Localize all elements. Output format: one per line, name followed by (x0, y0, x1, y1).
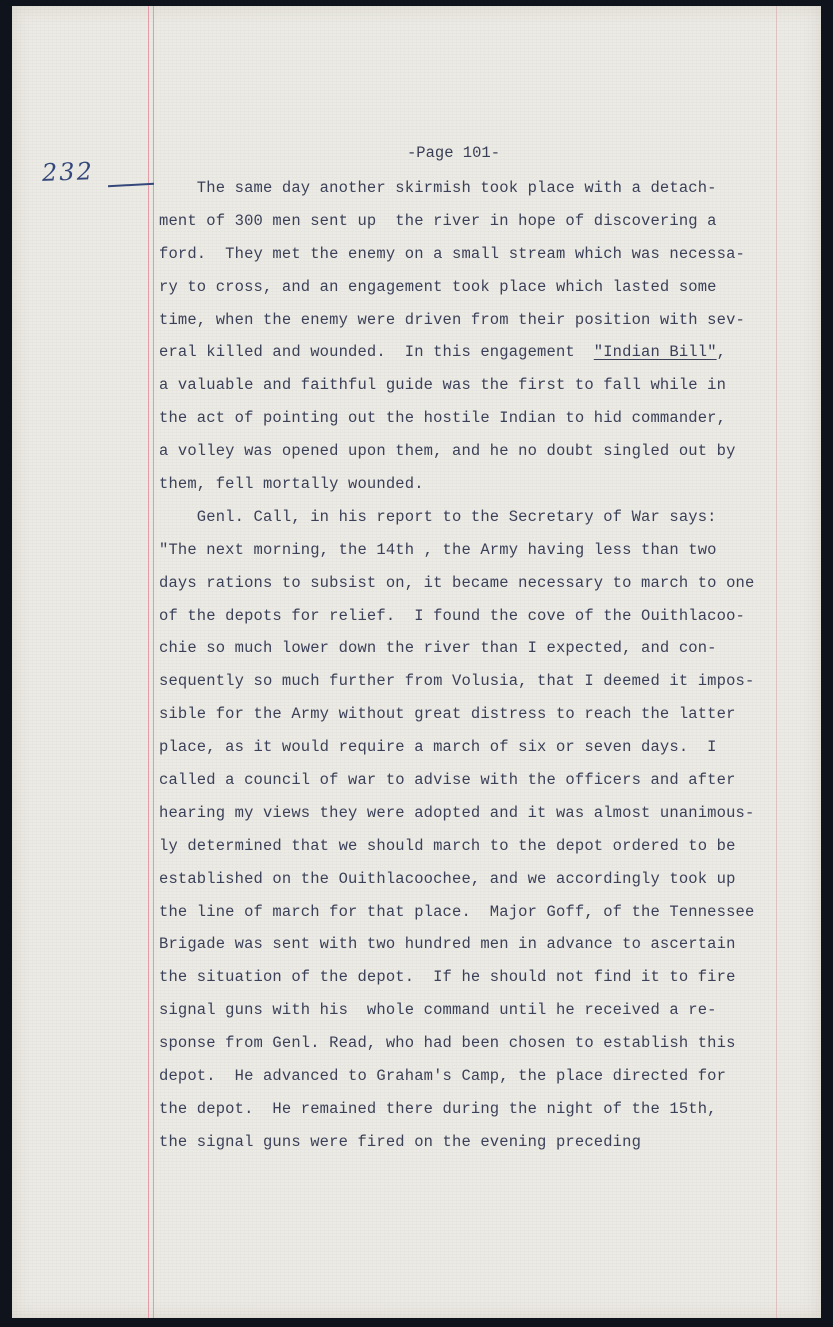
text-line: the line of march for that place. Major Goff, of the Tennessee (159, 902, 755, 921)
text-line: chie so much lower down the river than I expected, and con- (159, 639, 717, 658)
text-line: the signal guns were fired on the evening preceding (159, 1132, 642, 1151)
handwritten-folio-number: 232 (41, 157, 95, 187)
text-line: sible for the Army without great distress to reach the latter (159, 705, 736, 724)
typewritten-page (12, 6, 821, 1318)
text-line: the act of pointing out the hostile Indian to hid commander, (159, 409, 727, 428)
text-line-with-underline (159, 336, 799, 369)
text-line: ry to cross, and an engagement took place which lasted some (159, 277, 717, 296)
text-line: them, fell mortally wounded. (159, 475, 424, 494)
text-line: called a council of war to advise with the officers and after (159, 771, 736, 790)
text-line: hearing my views they were adopted and it was almost unanimous- (159, 803, 755, 822)
text-line: depot. He advanced to Graham's Camp, the place directed for (159, 1067, 727, 1086)
text-line: place, as it would require a march of six or seven days. I (159, 738, 717, 757)
text-line: ly determined that we should march to the depot ordered to be (159, 836, 736, 855)
text-line: time, when the enemy were driven from their position with sev- (159, 310, 745, 329)
body-text (159, 172, 799, 1159)
text-line: ford. They met the enemy on a small stream which was necessa- (159, 244, 745, 263)
text-line: Brigade was sent with two hundred men in advance to ascertain (159, 935, 736, 954)
text-line: established on the Ouithlacoochee, and we accordingly took up (159, 869, 736, 888)
page-header: -Page 101- (407, 144, 501, 162)
text-span: , (716, 343, 727, 362)
text-span: eral killed and wounded. In this engagement (159, 343, 594, 362)
red-margin-line (148, 6, 149, 1318)
text-line: The same day another skirmish took place with a detach- (159, 179, 717, 197)
text-line: of the depots for relief. I found the cove of the Ouithlacoo- (159, 606, 745, 625)
text-line: sequently so much further from Volusia, that I deemed it impos- (159, 672, 755, 691)
red-margin-line (153, 6, 154, 1318)
text-line: a volley was opened upon them, and he no doubt singled out by (159, 442, 736, 461)
text-line: Genl. Call, in his report to the Secretary of War says: (159, 507, 717, 526)
text-line: signal guns with his whole command until he received a re- (159, 1001, 717, 1020)
text-line: "The next morning, the 14th , the Army having less than two (159, 540, 717, 559)
text-line: ment of 300 men sent up the river in hope of discovering a (159, 211, 717, 230)
text-line: the depot. He remained there during the night of the 15th, (159, 1099, 717, 1118)
text-line: the situation of the depot. If he should not find it to fire (159, 968, 736, 987)
text-line: days rations to subsist on, it became necessary to march to one (159, 573, 755, 592)
text-line: sponse from Genl. Read, who had been chosen to establish this (159, 1034, 736, 1053)
underlined-name: "Indian Bill" (593, 343, 717, 362)
text-line: a valuable and faithful guide was the first to fall while in (159, 376, 727, 395)
